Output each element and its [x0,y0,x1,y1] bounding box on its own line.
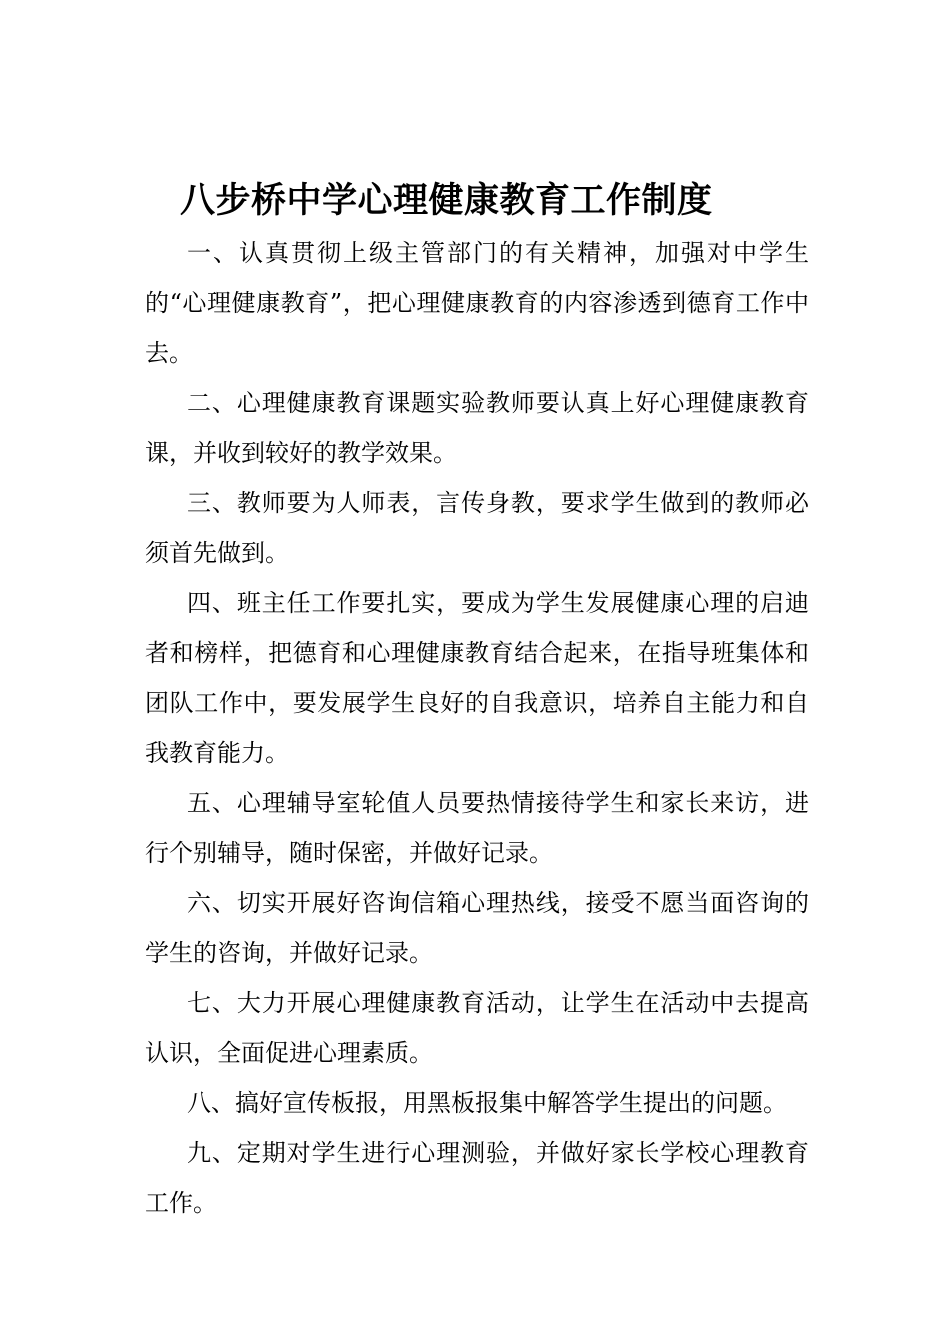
paragraph-2: 二、心理健康教育课题实验教师要认真上好心理健康教育课，并收到较好的教学效果。 [145,389,809,467]
paragraph-3: 三、教师要为人师表，言传身教，要求学生做到的教师必须首先做到。 [145,489,809,567]
paragraph-6: 六、切实开展好咨询信箱心理热线，接受不愿当面咨询的学生的咨询，并做好记录。 [145,889,809,967]
paragraph-8: 八、搞好宣传板报，用黑板报集中解答学生提出的问题。 [187,1089,787,1117]
paragraph-9: 九、定期对学生进行心理测验，并做好家长学校心理教育工作。 [145,1139,809,1217]
paragraph-4: 四、班主任工作要扎实，要成为学生发展健康心理的启迪者和榜样，把德育和心理健康教育结合起来，在指导班集体和团队工作中，要发展学生良好的自我意识，培养自主能力和自我教育能力。 [145,589,809,767]
paragraph-7: 七、大力开展心理健康教育活动，让学生在活动中去提高认识，全面促进心理素质。 [145,989,809,1067]
paragraph-5: 五、心理辅导室轮值人员要热情接待学生和家长来访，进行个别辅导，随时保密，并做好记录。 [145,789,809,867]
document-body [145,228,809,1228]
document-title: 八步桥中学心理健康教育工作制度 [180,181,713,221]
paragraph-1: 一、认真贯彻上级主管部门的有关精神，加强对中学生的“心理健康教育”，把心理健康教育的内容渗透到德育工作中去。 [145,239,809,367]
